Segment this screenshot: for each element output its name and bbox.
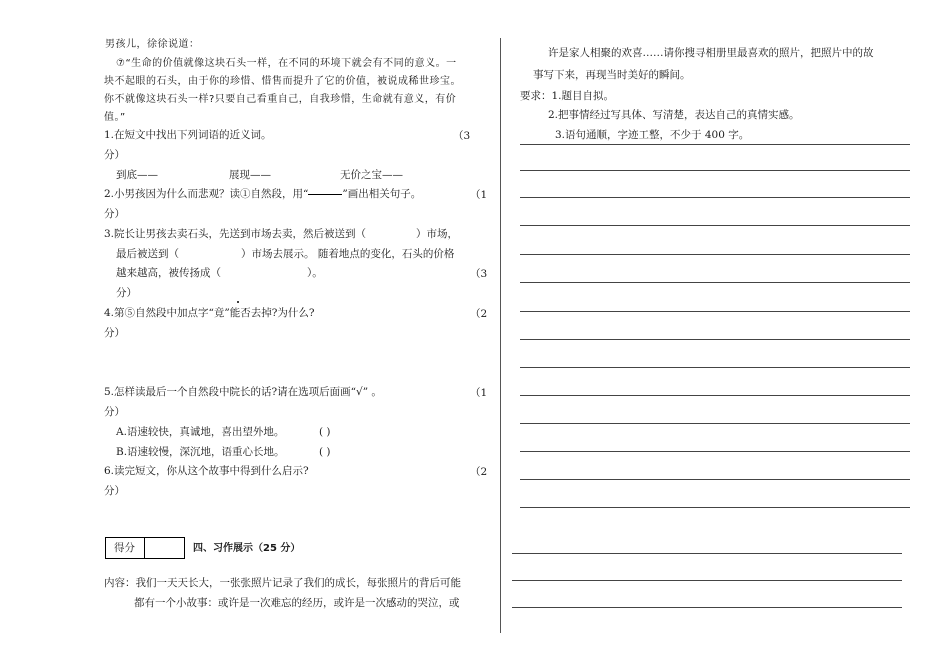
- question-3-text-3b: ）。: [307, 267, 323, 279]
- writing-line[interactable]: [520, 423, 910, 424]
- question-5: 5.怎样读最后一个自然段中院长的话?请在选项后面画“√” 。: [104, 386, 382, 398]
- paragraph-7-line-4: 值。”: [104, 112, 126, 123]
- requirement-3: 3.语句通顺，字迹工整，不少于 400 字。: [555, 129, 750, 141]
- question-2-points-unit: 分）: [104, 208, 125, 220]
- question-5-points-unit: 分）: [104, 406, 125, 418]
- question-4-points-unit: 分）: [104, 327, 125, 339]
- question-3-text-2: 最后被送到（: [116, 248, 179, 260]
- score-box-divider: [144, 537, 145, 559]
- requirement-2: 2.把事情经过写具体、写清楚，表达自己的真情实感。: [548, 109, 800, 121]
- question-3-line-1: [104, 227, 458, 241]
- question-2-text-b: ”画出相关句子。: [342, 188, 422, 200]
- paragraph-7-line-1: ⑦“生命的价值就像这块石头一样，在不同的环境下就会有不同的意义。一: [116, 58, 457, 69]
- question-1-points-unit: 分）: [104, 149, 125, 161]
- writing-line[interactable]: [520, 339, 910, 340]
- synonym-item-2: 展现——: [229, 169, 271, 181]
- question-3-text-1b: ）市场，: [416, 228, 459, 240]
- synonym-item-3: 无价之宝——: [340, 169, 403, 181]
- writing-line[interactable]: [520, 507, 910, 508]
- writing-line[interactable]: [520, 170, 910, 171]
- intro-line: 男孩儿，徐徐说道：: [105, 39, 200, 50]
- synonym-item-1: 到底——: [116, 169, 158, 181]
- underline-blank: [308, 193, 342, 195]
- question-3-points-unit: 分）: [116, 287, 137, 299]
- question-3-points: （3: [470, 268, 488, 280]
- content-line-1: 内容：我们一天天长大，一张张照片记录了我们的成长，每张照片的背后可能: [104, 577, 461, 589]
- writing-line[interactable]: [520, 311, 910, 312]
- question-3-text-2b: ）市场去展示。 随着地点的变化，石头的价格: [241, 248, 455, 260]
- question-2-points: （1: [470, 189, 488, 201]
- question-6-points: （2: [470, 466, 488, 478]
- right-line-2: 事写下来，再现当时美好的瞬间。: [533, 69, 691, 81]
- writing-line[interactable]: [520, 451, 910, 452]
- writing-line[interactable]: [520, 395, 910, 396]
- writing-line[interactable]: [520, 367, 910, 368]
- question-3-text-3: 越来越高，被传扬成（: [116, 267, 221, 279]
- option-a-answer[interactable]: ( ): [319, 426, 331, 438]
- emphasis-dot: [237, 301, 239, 303]
- question-6: 6.读完短文，你从这个故事中得到什么启示?: [104, 465, 309, 477]
- question-1-points: （3: [453, 130, 471, 142]
- question-6-points-unit: 分）: [104, 485, 125, 497]
- writing-line[interactable]: [512, 553, 902, 554]
- content-line-2: 都有一个小故事：或许是一次难忘的经历，或许是一次感动的哭泣，或: [134, 597, 460, 609]
- option-b: B.语速较慢，深沉地，语重心长地。: [116, 446, 285, 458]
- requirement-1: 要求：1.题目自拟。: [520, 90, 615, 102]
- option-a: A.语速较快，真诚地，喜出望外地。: [116, 426, 285, 438]
- writing-line[interactable]: [520, 225, 910, 226]
- question-5-points: （1: [470, 387, 488, 399]
- column-divider: [500, 38, 501, 633]
- writing-line[interactable]: [512, 580, 902, 581]
- score-label: 得分: [114, 542, 135, 554]
- question-2: [104, 187, 421, 201]
- paragraph-7-line-2: 块不起眼的石头，由于你的珍惜、惜售而提升了它的价值，被说成稀世珍宝。: [104, 76, 461, 87]
- option-b-answer[interactable]: ( ): [319, 446, 331, 458]
- writing-line[interactable]: [520, 144, 910, 145]
- question-1: 1.在短文中找出下列词语的近义词。: [104, 129, 272, 141]
- question-4: 4.第⑤自然段中加点字“竟”能否去掉?为什么?: [104, 307, 315, 319]
- writing-line[interactable]: [520, 282, 910, 283]
- writing-line[interactable]: [520, 197, 910, 198]
- writing-line[interactable]: [520, 254, 910, 255]
- question-3-line-3: [116, 266, 323, 280]
- question-4-points: （2: [470, 308, 488, 320]
- question-3-line-2: [116, 247, 454, 261]
- right-line-1: 许是家人相聚的欢喜……请你搜寻相册里最喜欢的照片，把照片中的故: [548, 47, 874, 59]
- writing-line[interactable]: [520, 479, 910, 480]
- question-3-text-1: 3.院长让男孩去卖石头，先送到市场去卖，然后被送到（: [104, 228, 367, 240]
- question-2-text-a: 2.小男孩因为什么而悲观？读①自然段，用“: [104, 188, 309, 200]
- writing-line[interactable]: [512, 607, 902, 608]
- section-4-title: 四、习作展示（25 分）: [193, 543, 301, 554]
- paragraph-7-line-3: 你不就像这块石头一样?只要自己看重自己，自我珍惜，生命就有意义，有价: [104, 94, 457, 105]
